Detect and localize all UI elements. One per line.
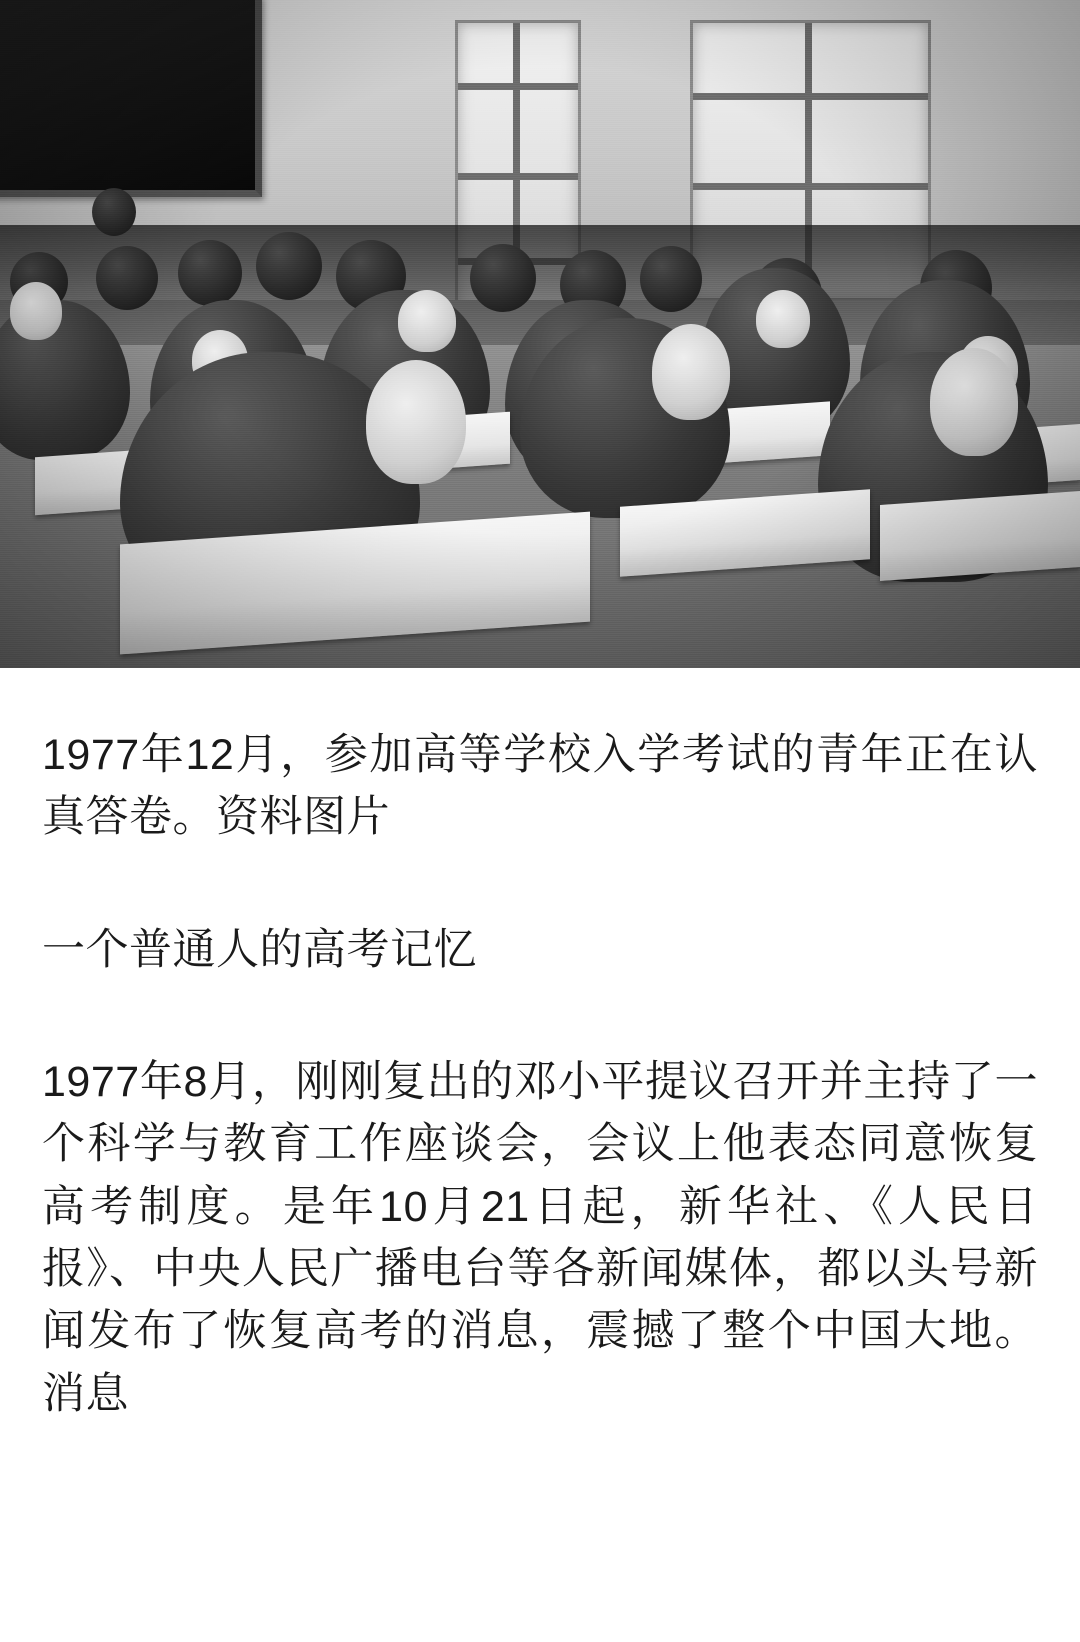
article-paragraph-1: 1977年8月，刚刚复出的邓小平提议召开并主持了一个科学与教育工作座谈会，会议上他表态同意恢复高考制度。是年10月21日起，新华社、《人民日报》、中央人民广播电台等各新闻媒体，都以头号新闻发布了恢复高考的消息，震撼了整个中国大地。消息 <box>42 1058 1038 1418</box>
article-body <box>0 668 1080 1425</box>
photo-vignette <box>0 0 1080 668</box>
article-photo <box>0 0 1080 668</box>
photo-caption: 1977年12月，参加高等学校入学考试的青年正在认真答卷。资料图片 <box>42 731 1038 842</box>
article-subheading: 一个普通人的高考记忆 <box>42 925 477 974</box>
photo-canvas <box>0 0 1080 668</box>
